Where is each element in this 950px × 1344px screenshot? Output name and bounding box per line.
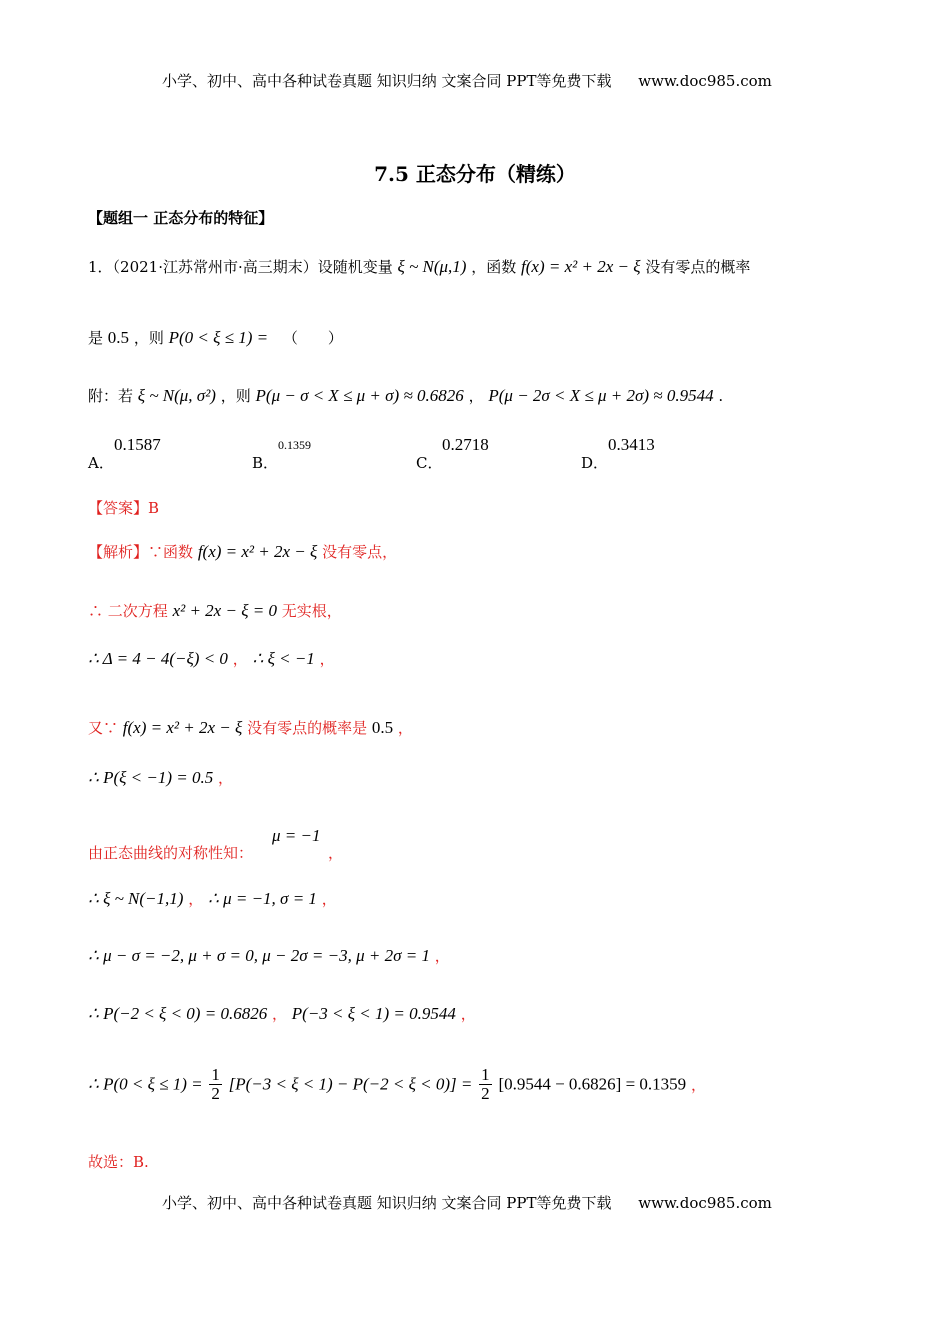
option-d-label: D．	[581, 454, 609, 472]
solution-s1-a: ∵函数	[148, 543, 194, 561]
question-prob: 0.5	[107, 328, 130, 347]
page-header	[162, 70, 772, 91]
option-b-value: 0.1359	[278, 438, 311, 452]
solution-s3-math1: ∴ Δ = 4 − 4(−ξ) < 0	[88, 649, 228, 668]
solution-s4-b: 没有零点的概率是	[247, 719, 368, 737]
question-line2-prefix: 是	[88, 329, 104, 347]
solution-s6-a: 由正态曲线的对称性知：	[88, 844, 254, 862]
fraction-numerator: 1	[211, 1065, 220, 1084]
question-note	[88, 385, 723, 406]
solution-s8-end: ，	[434, 947, 450, 965]
solution-s3-end: ，	[319, 650, 335, 668]
solution-s10-a: ∴ P(0 < ξ ≤ 1) =	[88, 1074, 203, 1094]
solution-s6-math: μ = −1	[272, 826, 321, 845]
solution-line-2	[88, 600, 342, 621]
fraction-half-1	[209, 1066, 222, 1103]
solution-line-6	[88, 842, 253, 863]
question-function: f(x) = x² + 2x − ξ	[521, 257, 641, 276]
solution-line-9	[88, 1003, 476, 1024]
option-a	[88, 452, 114, 473]
note-distribution: ξ ~ N(μ, σ²)	[137, 386, 216, 405]
solution-s2-a: ∴ 二次方程	[88, 602, 168, 620]
page-footer	[162, 1192, 772, 1213]
option-c-label: C．	[416, 454, 443, 472]
solution-s3-sep: ，	[232, 650, 248, 668]
solution-s7-math1: ∴ ξ ~ N(−1,1)	[88, 889, 184, 908]
question-func-label: ，函数	[471, 258, 517, 276]
option-a-label: A．	[88, 454, 114, 472]
solution-s7-math2: ∴ μ = −1, σ = 1	[208, 889, 317, 908]
fraction-denominator: 2	[211, 1084, 220, 1103]
solution-s7-sep: ，	[188, 890, 204, 908]
solution-s2-math: x² + 2x − ξ = 0	[172, 601, 277, 620]
footer-text: 小学、初中、高中各种试卷真题 知识归纳 文案合同 PPT等免费下载	[162, 1194, 612, 1212]
fraction-numerator: 1	[481, 1065, 490, 1084]
fraction-denominator: 2	[481, 1084, 490, 1103]
solution-line-1	[88, 541, 397, 562]
solution-s1-b: 没有零点，	[322, 543, 398, 561]
solution-final: 故选：B.	[88, 1153, 149, 1171]
solution-s5-math: ∴ P(ξ < −1) = 0.5	[88, 768, 214, 787]
question-ask: P(0 < ξ ≤ 1) =	[168, 328, 269, 347]
solution-s3-math2: ∴ ξ < −1	[252, 649, 315, 668]
note-p1: P(μ − σ < X ≤ μ + σ) ≈ 0.6826	[255, 386, 464, 405]
header-text: 小学、初中、高中各种试卷真题 知识归纳 文案合同 PPT等免费下载	[162, 72, 612, 90]
option-b-label: B．	[252, 454, 279, 472]
solution-line-4	[88, 717, 413, 738]
header-site: www.doc985.com	[638, 72, 772, 90]
section-heading: 【题组一 正态分布的特征】	[88, 209, 274, 227]
question-line-1	[88, 256, 750, 277]
question-line2-mid: ，则	[133, 329, 164, 347]
note-sep: ，	[468, 387, 484, 405]
answer-label: 【答案】	[88, 499, 149, 517]
note-end: .	[718, 387, 724, 405]
note-prefix: 附：若	[88, 387, 134, 405]
solution-s2-b: 无实根，	[281, 602, 342, 620]
solution-s10-end: ，	[690, 1076, 706, 1094]
solution-s1-math: f(x) = x² + 2x − ξ	[197, 542, 318, 561]
solution-s6-end: ，	[328, 844, 344, 862]
note-p2: P(μ − 2σ < X ≤ μ + 2σ) ≈ 0.9544	[488, 386, 714, 405]
question-blank: （ ）	[282, 329, 343, 347]
solution-line-10	[88, 1066, 706, 1103]
question-tail: 没有零点的概率	[645, 258, 751, 276]
question-line-2	[88, 327, 343, 348]
solution-s7-end: ，	[321, 890, 337, 908]
solution-s9-math1: ∴ P(−2 < ξ < 0) = 0.6826	[88, 1004, 268, 1023]
option-a-value: 0.1587	[114, 435, 161, 454]
option-b	[252, 452, 278, 473]
fraction-half-2	[479, 1066, 492, 1103]
solution-s9-math2: P(−3 < ξ < 1) = 0.9544	[291, 1004, 456, 1023]
option-c-value: 0.2718	[442, 435, 489, 454]
solution-s4-a: 又∵	[88, 719, 119, 737]
solution-s10-b: [P(−3 < ξ < 1) − P(−2 < ξ < 0)] =	[228, 1074, 473, 1094]
solution-s4-math: f(x) = x² + 2x − ξ	[122, 718, 243, 737]
solution-line-7	[88, 888, 337, 909]
answer-line	[88, 497, 159, 518]
question-intro: 1．（2021·江苏常州市·高三期末）设随机变量	[88, 258, 393, 276]
option-c	[416, 452, 442, 473]
page-title: 7.5 正态分布（精练）	[374, 162, 576, 186]
solution-line-8	[88, 945, 450, 966]
solution-s4-end: ，	[397, 719, 413, 737]
answer-value: B	[148, 499, 160, 517]
solution-s9-end: ，	[460, 1005, 476, 1023]
solution-s9-sep: ，	[271, 1005, 287, 1023]
solution-s10-c: [0.9544 − 0.6826] = 0.1359	[498, 1074, 687, 1094]
note-mid: ，则	[220, 387, 251, 405]
solution-s8-math: ∴ μ − σ = −2, μ + σ = 0, μ − 2σ = −3, μ + 2σ = 1	[88, 946, 430, 965]
solution-s5-end: ，	[218, 769, 234, 787]
option-d-value: 0.3413	[608, 435, 655, 454]
option-d	[581, 452, 608, 473]
solution-label: 【解析】	[88, 543, 149, 561]
solution-s4-value: 0.5	[371, 718, 394, 737]
question-distribution: ξ ~ N(μ,1)	[397, 257, 467, 276]
footer-site: www.doc985.com	[638, 1194, 772, 1212]
solution-line-5	[88, 767, 233, 788]
solution-line-3	[88, 648, 335, 669]
